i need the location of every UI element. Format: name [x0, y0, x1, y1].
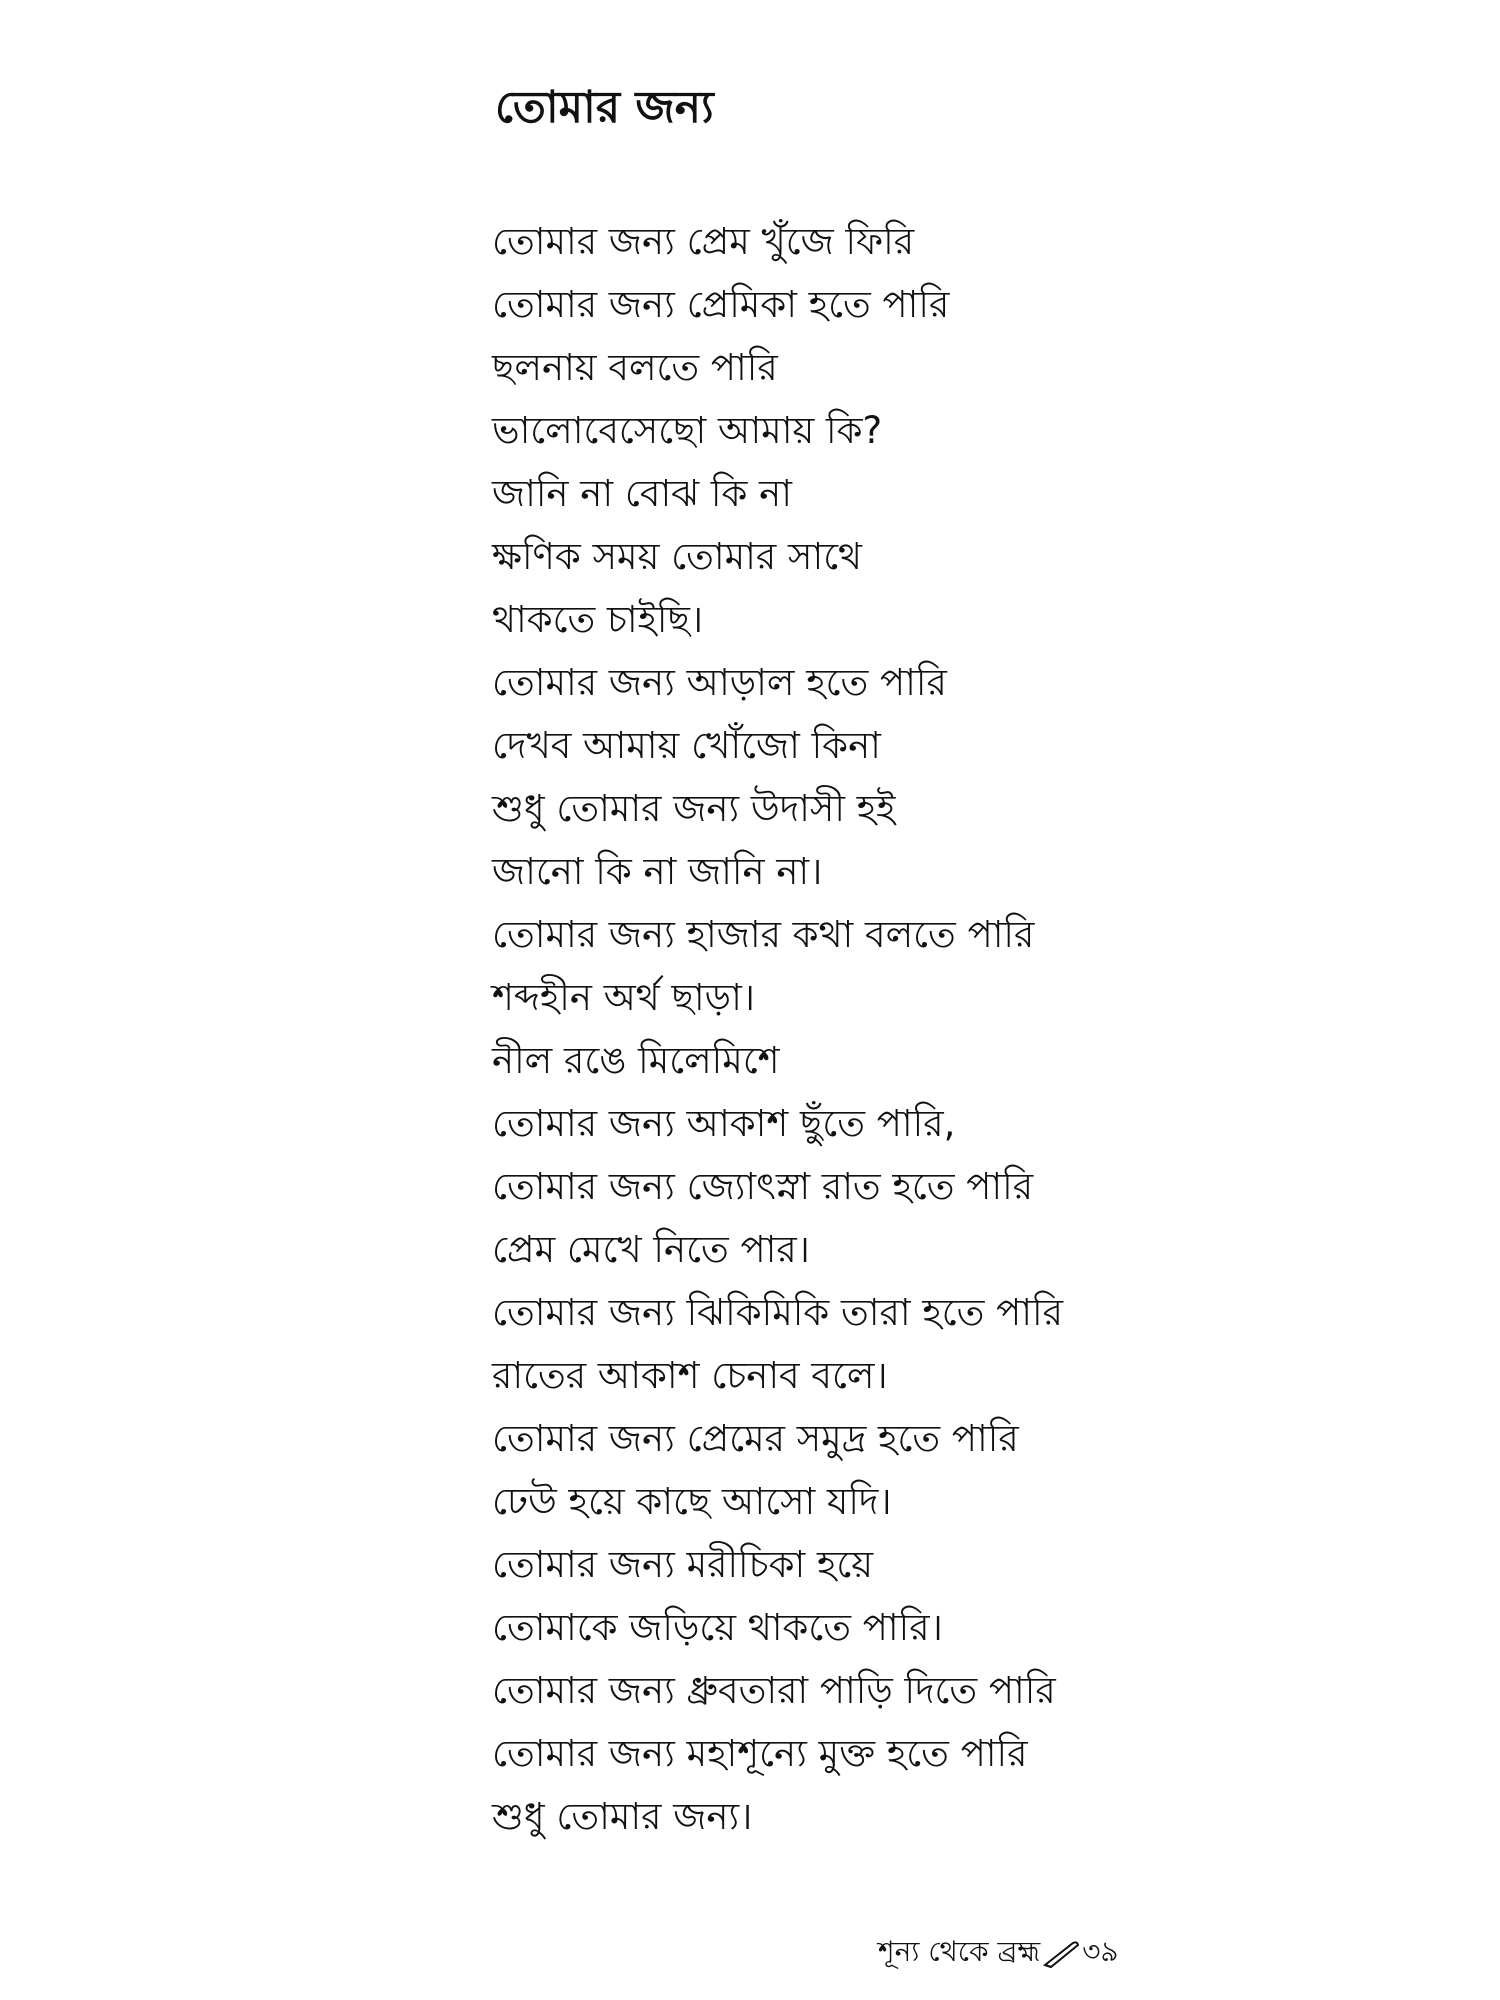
poem-line: তোমার জন্য জ্যোৎস্না রাত হতে পারি — [492, 1165, 1034, 1208]
poem-line: জানি না বোঝ কি না — [492, 472, 792, 515]
poem-line: দেখব আমায় খোঁজো কিনা — [492, 724, 881, 767]
poem-line: তোমার জন্য প্রেম খুঁজে ফিরি — [492, 220, 915, 263]
poem-line: শুধু তোমার জন্য। — [492, 1795, 753, 1838]
poem-line: থাকতে চাইছি। — [492, 598, 704, 641]
poem-line: শব্দহীন অর্থ ছাড়া। — [492, 976, 756, 1019]
poem-line: তোমার জন্য মহাশূন্যে মুক্ত হতে পারি — [492, 1732, 1028, 1775]
poem-line: ভালোবেসেছো আমায় কি? — [492, 409, 883, 452]
poem-line: তোমার জন্য প্রেমের সমুদ্র হতে পারি — [492, 1417, 1019, 1460]
poem-line: ঢেউ হয়ে কাছে আসো যদি। — [492, 1480, 892, 1523]
poem-line: জানো কি না জানি না। — [492, 850, 823, 893]
poem-line: তোমার জন্য প্রেমিকা হতে পারি — [492, 283, 950, 326]
poem-line: তোমার জন্য ঝিকিমিকি তারা হতে পারি — [492, 1291, 1063, 1334]
book-title: শূন্য থেকে ব্রহ্ম — [878, 1934, 1041, 1968]
pen-nib-icon — [1042, 1938, 1080, 1968]
poem-line: তোমার জন্য মরীচিকা হয়ে — [492, 1543, 874, 1586]
poem-body — [492, 210, 1063, 1848]
poem-line: রাতের আকাশ চেনাব বলে। — [492, 1354, 888, 1397]
poem-line: তোমার জন্য আড়াল হতে পারি — [492, 661, 947, 704]
poem-title: তোমার জন্য — [495, 82, 714, 133]
poem-line: ছলনায় বলতে পারি — [492, 346, 778, 389]
poem-line: শুধু তোমার জন্য উদাসী হই — [492, 787, 896, 830]
poem-line: তোমার জন্য ধ্রুবতারা পাড়ি দিতে পারি — [492, 1669, 1056, 1712]
poem-line: তোমার জন্য আকাশ ছুঁতে পারি, — [492, 1102, 956, 1145]
page-footer — [878, 1928, 1119, 1978]
page-number: ৩৯ — [1082, 1934, 1119, 1968]
poem-line: ক্ষণিক সময় তোমার সাথে — [492, 535, 863, 578]
poem-line: নীল রঙে মিলেমিশে — [492, 1039, 780, 1082]
poem-line: প্রেম মেখে নিতে পার। — [492, 1228, 810, 1271]
poem-line: তোমাকে জড়িয়ে থাকতে পারি। — [492, 1606, 943, 1649]
poem-line: তোমার জন্য হাজার কথা বলতে পারি — [492, 913, 1035, 956]
